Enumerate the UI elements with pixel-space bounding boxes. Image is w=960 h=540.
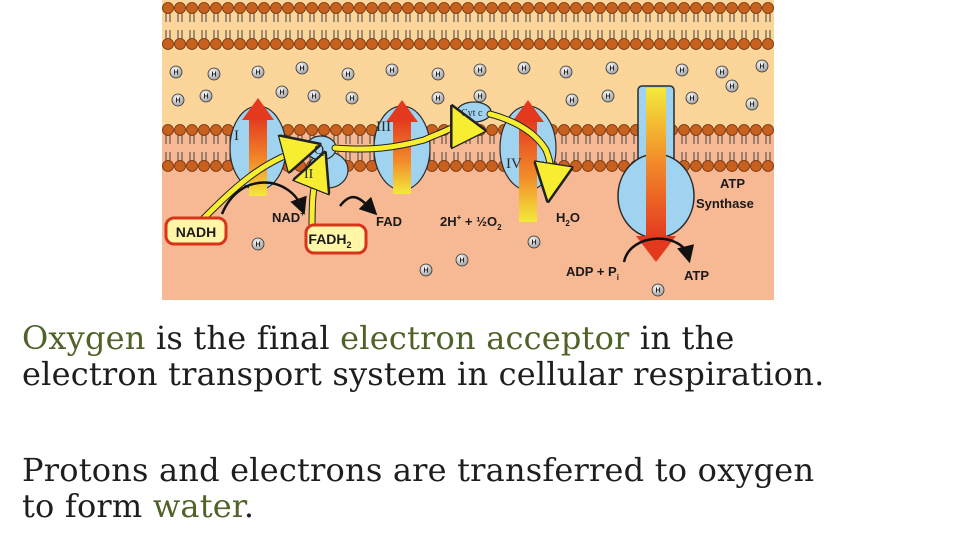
proton-label: H: [279, 89, 285, 97]
proton-label: H: [175, 97, 181, 105]
lipid-head: [511, 39, 522, 50]
lipid-head: [391, 3, 402, 14]
lipid-head: [307, 3, 318, 14]
lipid-head: [247, 3, 258, 14]
term-water: water: [152, 487, 244, 525]
lipid-head: [187, 161, 198, 172]
lipid-head: [463, 3, 474, 14]
lipid-head: [175, 3, 186, 14]
lipid-head: [571, 161, 582, 172]
lipid-head: [547, 39, 558, 50]
lipid-head: [571, 3, 582, 14]
term-electron-acceptor: electron acceptor: [340, 319, 630, 357]
lipid-head: [163, 39, 174, 50]
paragraph-text: to form: [22, 487, 153, 525]
lipid-head: [307, 125, 318, 136]
lipid-head: [319, 39, 330, 50]
lipid-head: [259, 3, 270, 14]
proton-label: H: [477, 93, 483, 101]
lipid-head: [763, 161, 774, 172]
lipid-head: [535, 3, 546, 14]
lipid-head: [259, 39, 270, 50]
lipid-head: [679, 3, 690, 14]
lipid-head: [211, 39, 222, 50]
nad-label: NAD+: [272, 209, 305, 225]
paragraph-text: Protons and electrons are transferred to oxygen: [22, 451, 815, 489]
lipid-head: [511, 3, 522, 14]
lipid-head: [535, 39, 546, 50]
proton-label: H: [311, 93, 317, 101]
lipid-head: [223, 3, 234, 14]
lipid-head: [523, 39, 534, 50]
lipid-head: [355, 39, 366, 50]
lipid-head: [367, 39, 378, 50]
lipid-head: [451, 39, 462, 50]
electron-transport-chain-diagram: [162, 0, 774, 300]
lipid-head: [187, 39, 198, 50]
proton-label: H: [255, 69, 261, 77]
lipid-head: [583, 39, 594, 50]
lipid-head: [379, 3, 390, 14]
paragraph-water-formation: [22, 452, 814, 524]
proton-label: H: [569, 97, 575, 105]
proton-label: H: [203, 93, 209, 101]
proton-label: H: [759, 63, 765, 71]
lipid-head: [727, 3, 738, 14]
lipid-head: [559, 125, 570, 136]
lipid-head: [751, 125, 762, 136]
lipid-head: [331, 125, 342, 136]
water-label: $H_2O$: [556, 210, 580, 228]
lipid-head: [763, 3, 774, 14]
lipid-head: [667, 3, 678, 14]
lipid-head: [463, 161, 474, 172]
lipid-head: [571, 125, 582, 136]
lipid-head: [487, 161, 498, 172]
proton-label: H: [719, 69, 725, 77]
lipid-head: [199, 3, 210, 14]
lipid-head: [163, 161, 174, 172]
lipid-head: [727, 39, 738, 50]
lipid-head: [739, 3, 750, 14]
lipid-head: [583, 125, 594, 136]
lipid-head: [295, 125, 306, 136]
fadh2-label: $FADH_2$: [308, 231, 352, 250]
proton-label: H: [531, 239, 537, 247]
lipid-head: [235, 39, 246, 50]
lipid-head: [283, 39, 294, 50]
lipid-head: [415, 3, 426, 14]
lipid-head: [475, 3, 486, 14]
lipid-head: [187, 125, 198, 136]
lipid-head: [703, 125, 714, 136]
complex-iii-label: III: [376, 119, 391, 135]
lipid-head: [427, 39, 438, 50]
lipid-head: [439, 39, 450, 50]
paragraph-text: in the: [629, 319, 735, 357]
lipid-head: [487, 39, 498, 50]
proton-label: H: [477, 67, 483, 75]
lipid-head: [463, 125, 474, 136]
lipid-head: [595, 125, 606, 136]
lipid-head: [583, 161, 594, 172]
proton-label: H: [299, 65, 305, 73]
lipid-head: [739, 161, 750, 172]
lipid-head: [475, 161, 486, 172]
coenzyme-q-label: Q: [314, 143, 325, 158]
adp-label: ADP + $P_i$: [566, 264, 619, 282]
lipid-head: [751, 3, 762, 14]
lipid-head: [163, 3, 174, 14]
lipid-head: [595, 3, 606, 14]
lipid-head: [331, 39, 342, 50]
lipid-head: [475, 125, 486, 136]
proton-label: H: [435, 95, 441, 103]
lipid-head: [451, 161, 462, 172]
lipid-head: [751, 39, 762, 50]
lipid-head: [319, 125, 330, 136]
lipid-head: [559, 39, 570, 50]
lipid-head: [559, 3, 570, 14]
lipid-head: [343, 125, 354, 136]
lipid-head: [175, 125, 186, 136]
lipid-head: [331, 3, 342, 14]
lipid-head: [607, 3, 618, 14]
proton-label: H: [729, 83, 735, 91]
lipid-head: [343, 3, 354, 14]
lipid-head: [163, 125, 174, 136]
proton-label: H: [173, 69, 179, 77]
lipid-head: [703, 3, 714, 14]
lipid-head: [439, 161, 450, 172]
proton-label: H: [345, 71, 351, 79]
paragraph-text: is the final: [145, 319, 341, 357]
lipid-head: [679, 125, 690, 136]
lipid-head: [475, 39, 486, 50]
lipid-head: [211, 125, 222, 136]
nadh-label: NADH: [175, 224, 217, 240]
lipid-head: [619, 39, 630, 50]
lipid-head: [271, 39, 282, 50]
proton-label: H: [349, 95, 355, 103]
atp-synthase-label-2: Synthase: [696, 196, 754, 211]
paragraph-oxygen-acceptor: [22, 320, 824, 392]
lipid-head: [463, 39, 474, 50]
lipid-head: [631, 39, 642, 50]
lipid-head: [199, 161, 210, 172]
proton-label: H: [563, 69, 569, 77]
lipid-head: [715, 3, 726, 14]
lipid-head: [703, 161, 714, 172]
lipid-head: [739, 39, 750, 50]
lipid-head: [175, 39, 186, 50]
fadh2-box: [306, 225, 366, 253]
lipid-head: [607, 125, 618, 136]
lipid-head: [691, 161, 702, 172]
lipid-head: [187, 3, 198, 14]
lipid-head: [415, 39, 426, 50]
lipid-head: [199, 125, 210, 136]
lipid-head: [619, 3, 630, 14]
lipid-head: [403, 3, 414, 14]
proton-label: H: [389, 67, 395, 75]
lipid-head: [607, 161, 618, 172]
lipid-head: [727, 161, 738, 172]
lipid-head: [355, 3, 366, 14]
lipid-head: [583, 3, 594, 14]
lipid-head: [199, 39, 210, 50]
lipid-head: [295, 39, 306, 50]
lipid-head: [547, 3, 558, 14]
fad-label: FAD: [376, 214, 402, 229]
lipid-head: [643, 39, 654, 50]
lipid-head: [487, 3, 498, 14]
lipid-head: [391, 39, 402, 50]
lipid-head: [763, 125, 774, 136]
proton-label: H: [521, 65, 527, 73]
atp-label: ATP: [684, 268, 710, 283]
lipid-head: [175, 161, 186, 172]
lipid-head: [355, 125, 366, 136]
proton-label: H: [749, 101, 755, 109]
lipid-head: [271, 3, 282, 14]
lipid-head: [619, 125, 630, 136]
lipid-head: [703, 39, 714, 50]
lipid-head: [679, 39, 690, 50]
lipid-head: [283, 3, 294, 14]
lipid-head: [211, 3, 222, 14]
paragraph-text: .: [243, 487, 255, 525]
complex-iv-label: IV: [506, 156, 522, 172]
lipid-head: [631, 3, 642, 14]
complex-i-label: I: [234, 128, 239, 144]
lipid-head: [223, 39, 234, 50]
proton-label: H: [689, 95, 695, 103]
proton-label: H: [655, 287, 661, 295]
paragraph-text: electron transport system in cellular respiration.: [22, 355, 825, 393]
lipid-head: [343, 39, 354, 50]
lipid-head: [643, 3, 654, 14]
lipid-head: [235, 3, 246, 14]
proton-label: H: [423, 267, 429, 275]
lipid-head: [523, 3, 534, 14]
complex-ii-label: II: [304, 167, 314, 182]
nadh-box: [166, 218, 226, 244]
lipid-head: [751, 161, 762, 172]
proton-label: H: [435, 71, 441, 79]
lipid-head: [691, 125, 702, 136]
lipid-head: [451, 3, 462, 14]
lipid-head: [499, 39, 510, 50]
lipid-head: [307, 39, 318, 50]
lipid-head: [295, 3, 306, 14]
proton-label: H: [679, 67, 685, 75]
lipid-head: [691, 39, 702, 50]
term-oxygen: Oxygen: [22, 319, 146, 357]
lipid-head: [667, 39, 678, 50]
lipid-head: [739, 125, 750, 136]
lipid-head: [595, 39, 606, 50]
proton-label: H: [609, 65, 615, 73]
proton-label: H: [255, 241, 261, 249]
lipid-head: [427, 3, 438, 14]
lipid-head: [715, 161, 726, 172]
lipid-head: [727, 125, 738, 136]
lipid-head: [439, 3, 450, 14]
lipid-head: [367, 3, 378, 14]
lipid-head: [571, 39, 582, 50]
lipid-head: [211, 161, 222, 172]
lipid-head: [763, 39, 774, 50]
oxygen-equation: $2H^+ + \frac{1}{2}O_2$: [440, 213, 502, 232]
proton-label: H: [605, 93, 611, 101]
cytochrome-c-label: Cyt c: [461, 108, 483, 119]
lipid-head: [715, 125, 726, 136]
lipid-head: [559, 161, 570, 172]
atp-synthase-label-1: ATP: [720, 176, 746, 191]
lipid-head: [379, 39, 390, 50]
lipid-head: [247, 39, 258, 50]
lipid-head: [499, 3, 510, 14]
lipid-head: [319, 3, 330, 14]
lipid-head: [715, 39, 726, 50]
lipid-head: [607, 39, 618, 50]
lipid-head: [655, 39, 666, 50]
lipid-head: [655, 3, 666, 14]
proton-label: H: [211, 71, 217, 79]
lipid-head: [355, 161, 366, 172]
lipid-head: [403, 39, 414, 50]
lipid-head: [595, 161, 606, 172]
proton-label: H: [459, 257, 465, 265]
lipid-head: [487, 125, 498, 136]
lipid-head: [691, 3, 702, 14]
